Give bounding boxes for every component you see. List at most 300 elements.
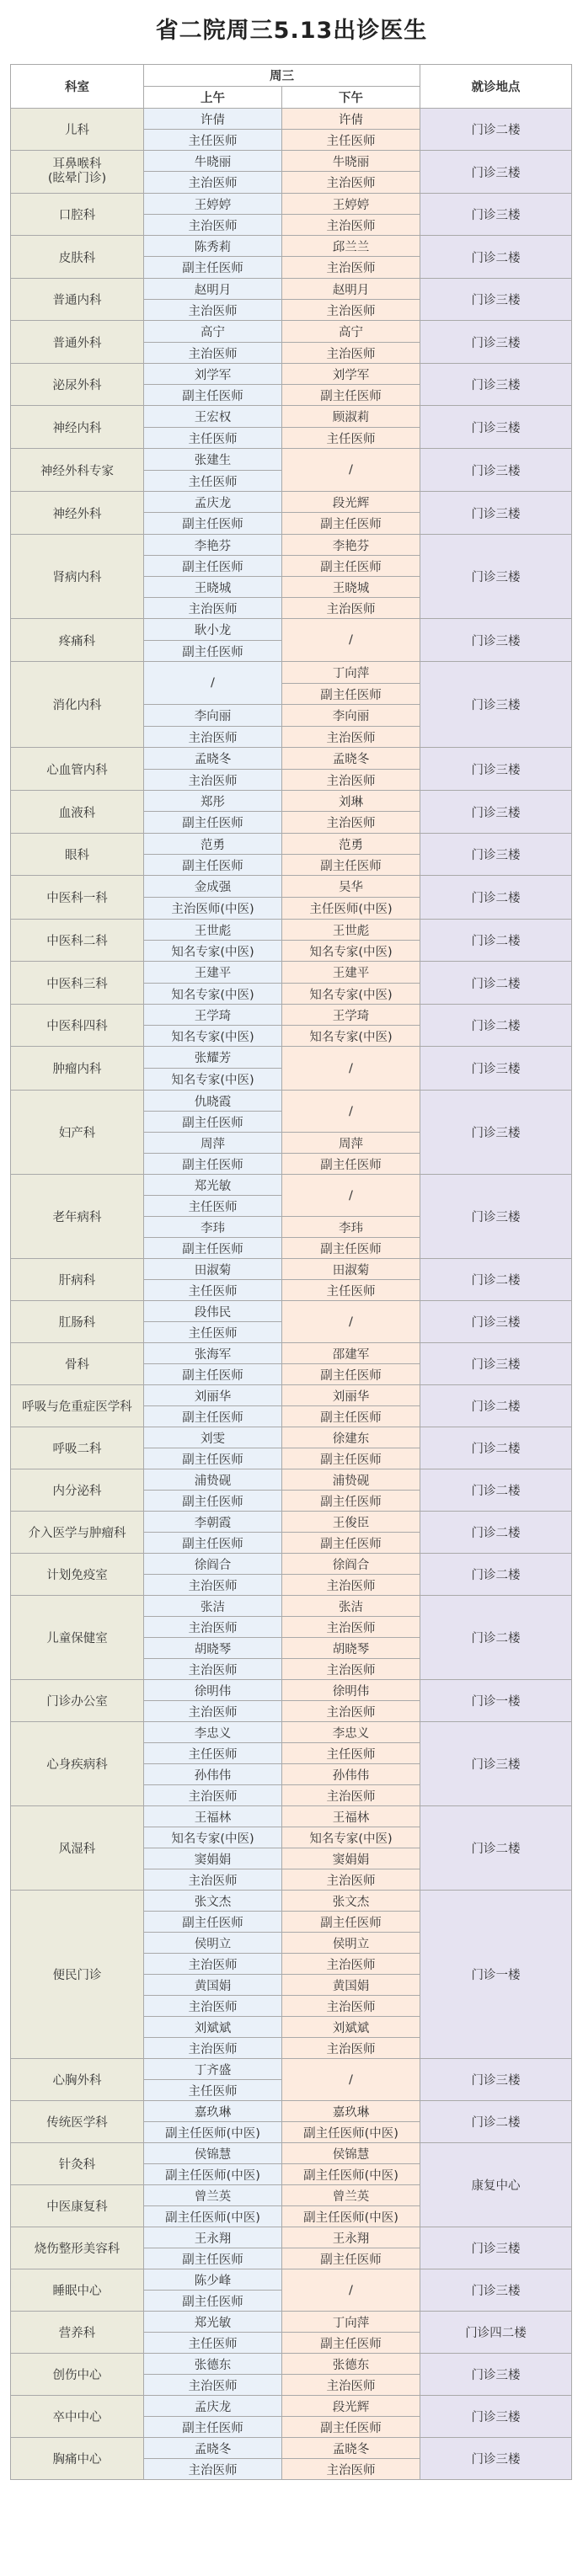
location-cell: 门诊三楼	[420, 1343, 572, 1385]
dept-cell: 创伤中心	[11, 2354, 144, 2396]
pm-cell: 王俊臣	[282, 1512, 420, 1533]
am-cell: 张文杰	[144, 1891, 282, 1912]
pm-cell: 嘉玖琳	[282, 2101, 420, 2122]
dept-cell: 风湿科	[11, 1806, 144, 1891]
am-cell: 王婷婷	[144, 194, 282, 215]
dept-cell: 介入医学与肿瘤科	[11, 1512, 144, 1554]
table-row	[11, 1554, 572, 1575]
dept-cell: 口腔科	[11, 194, 144, 236]
am-cell: 郑彤	[144, 791, 282, 812]
dept-cell: 耳鼻喉科 (眩晕门诊)	[11, 151, 144, 194]
pm-cell: 段光辉	[282, 2396, 420, 2417]
dept-cell: 疼痛科	[11, 619, 144, 662]
dept-cell: 普通内科	[11, 279, 144, 321]
am-cell: 主治医师	[144, 1575, 282, 1596]
table-row	[11, 2396, 572, 2417]
am-cell: 仇晓霞	[144, 1091, 282, 1112]
am-cell: 主任医师	[144, 130, 282, 151]
pm-cell: 主任医师	[282, 428, 420, 449]
location-cell: 门诊三楼	[420, 2354, 572, 2396]
table-row	[11, 2269, 572, 2291]
pm-cell: 吴华	[282, 876, 420, 898]
table-row	[11, 1596, 572, 1617]
am-cell: 李向丽	[144, 705, 282, 727]
dept-cell: 烧伤整形美容科	[11, 2227, 144, 2269]
location-cell: 门诊二楼	[420, 1554, 572, 1596]
location-cell: 门诊二楼	[420, 920, 572, 962]
location-cell: 门诊三楼	[420, 748, 572, 791]
am-cell: 胡晓琴	[144, 1638, 282, 1659]
table-row	[11, 2059, 572, 2080]
pm-cell: 侯锦慧	[282, 2143, 420, 2164]
pm-cell: 副主任医师	[282, 2417, 420, 2438]
location-cell: 门诊三楼	[420, 492, 572, 535]
pm-cell: 范勇	[282, 834, 420, 855]
location-cell: 门诊三楼	[420, 2227, 572, 2269]
table-row	[11, 1891, 572, 1912]
dept-cell: 内分泌科	[11, 1469, 144, 1512]
dept-cell: 肾病内科	[11, 535, 144, 619]
am-cell: 副主任医师	[144, 641, 282, 662]
pm-cell: 主治医师	[282, 1954, 420, 1975]
am-cell: 田淑菊	[144, 1259, 282, 1280]
location-cell: 门诊二楼	[420, 1596, 572, 1680]
am-cell: 张德东	[144, 2354, 282, 2375]
pm-cell: /	[282, 2269, 420, 2312]
pm-cell: 知名专家(中医)	[282, 984, 420, 1005]
am-cell: 主治医师	[144, 2038, 282, 2059]
table-row	[11, 2312, 572, 2333]
pm-cell: 副主任医师(中医)	[282, 2164, 420, 2185]
location-cell: 门诊二楼	[420, 1005, 572, 1047]
table-row	[11, 1005, 572, 1026]
pm-cell: 王永翔	[282, 2227, 420, 2248]
dept-cell: 睡眠中心	[11, 2269, 144, 2312]
am-cell: 赵明月	[144, 279, 282, 300]
am-cell: 副主任医师	[144, 812, 282, 834]
location-cell: 门诊二楼	[420, 876, 572, 920]
schedule-table	[10, 64, 572, 2480]
pm-cell: 主治医师	[282, 770, 420, 791]
dept-cell: 中医科三科	[11, 962, 144, 1005]
table-row	[11, 791, 572, 812]
am-cell: 黄国娟	[144, 1975, 282, 1996]
pm-cell: 浦贽砚	[282, 1469, 420, 1491]
header-dept: 科室	[11, 65, 144, 109]
pm-cell: 主治医师	[282, 1701, 420, 1722]
pm-cell: 副主任医师(中医)	[282, 2206, 420, 2227]
am-cell: 主治医师	[144, 2459, 282, 2480]
pm-cell: /	[282, 619, 420, 662]
pm-cell: 副主任医师	[282, 385, 420, 406]
table-row	[11, 492, 572, 513]
am-cell: 副主任医师(中医)	[144, 2122, 282, 2143]
pm-cell: 丁向萍	[282, 662, 420, 684]
am-cell: 曾兰英	[144, 2185, 282, 2206]
dept-cell: 肝病科	[11, 1259, 144, 1301]
dept-cell: 消化内科	[11, 662, 144, 748]
pm-cell: 主治医师	[282, 2038, 420, 2059]
am-cell: 副主任医师	[144, 2417, 282, 2438]
am-cell: 张洁	[144, 1596, 282, 1617]
dept-cell: 肛肠科	[11, 1301, 144, 1343]
pm-cell: 许倩	[282, 109, 420, 130]
pm-cell: 主治医师	[282, 1575, 420, 1596]
dept-cell: 儿科	[11, 109, 144, 151]
am-cell: 主治医师	[144, 300, 282, 321]
am-cell: 副主任医师	[144, 1154, 282, 1175]
location-cell: 门诊四二楼	[420, 2312, 572, 2354]
am-cell: 主任医师	[144, 2080, 282, 2101]
pm-cell: 邱兰兰	[282, 236, 420, 257]
table-row	[11, 876, 572, 898]
pm-cell: 李玮	[282, 1217, 420, 1238]
am-cell: 张海军	[144, 1343, 282, 1364]
location-cell: 门诊三楼	[420, 1301, 572, 1343]
pm-cell: 副主任医师	[282, 1448, 420, 1469]
pm-cell: 王婷婷	[282, 194, 420, 215]
dept-cell: 中医康复科	[11, 2185, 144, 2227]
dept-cell: 针灸科	[11, 2143, 144, 2185]
am-cell: 李忠义	[144, 1722, 282, 1743]
table-row	[11, 236, 572, 257]
location-cell: 门诊二楼	[420, 109, 572, 151]
pm-cell: 副主任医师	[282, 1533, 420, 1554]
am-cell: 副主任医师	[144, 257, 282, 279]
am-cell: 主治医师	[144, 1954, 282, 1975]
dept-cell: 门诊办公室	[11, 1680, 144, 1722]
pm-cell: 张洁	[282, 1596, 420, 1617]
pm-cell: 徐明伟	[282, 1680, 420, 1701]
am-cell: 主任医师	[144, 1322, 282, 1343]
am-cell: 知名专家(中医)	[144, 941, 282, 962]
header-day: 周三	[144, 65, 420, 87]
header-am: 上午	[144, 87, 282, 109]
am-cell: 主任医师	[144, 1196, 282, 1217]
location-cell: 门诊三楼	[420, 619, 572, 662]
am-cell: 主治医师	[144, 1617, 282, 1638]
am-cell: 主治医师	[144, 2375, 282, 2396]
table-row	[11, 321, 572, 343]
header-pm: 下午	[282, 87, 420, 109]
am-cell: 主治医师	[144, 1785, 282, 1806]
pm-cell: 副主任医师	[282, 2333, 420, 2354]
am-cell: 主治医师	[144, 770, 282, 791]
table-row	[11, 834, 572, 855]
pm-cell: 王学琦	[282, 1005, 420, 1026]
pm-cell: 刘丽华	[282, 1385, 420, 1406]
am-cell: 主治医师	[144, 1659, 282, 1680]
pm-cell: 王世彪	[282, 920, 420, 941]
am-cell: 副主任医师	[144, 385, 282, 406]
dept-cell: 心胸外科	[11, 2059, 144, 2101]
pm-cell: 副主任医师	[282, 1364, 420, 1385]
pm-cell: 田淑菊	[282, 1259, 420, 1280]
table-row	[11, 2101, 572, 2122]
pm-cell: 知名专家(中医)	[282, 941, 420, 962]
pm-cell: 副主任医师(中医)	[282, 2122, 420, 2143]
location-cell: 门诊三楼	[420, 535, 572, 619]
pm-cell: 副主任医师	[282, 1406, 420, 1427]
pm-cell: /	[282, 2059, 420, 2101]
am-cell: 主治医师	[144, 727, 282, 748]
pm-cell: 赵明月	[282, 279, 420, 300]
location-cell: 门诊二楼	[420, 1512, 572, 1554]
am-cell: 知名专家(中医)	[144, 1069, 282, 1091]
pm-cell: 刘琳	[282, 791, 420, 812]
pm-cell: 张德东	[282, 2354, 420, 2375]
pm-cell: 邵建军	[282, 1343, 420, 1364]
am-cell: 王学琦	[144, 1005, 282, 1026]
am-cell: 王宏权	[144, 406, 282, 428]
table-row	[11, 151, 572, 172]
am-cell: 王福林	[144, 1806, 282, 1827]
location-cell: 门诊三楼	[420, 1091, 572, 1175]
am-cell: 侯明立	[144, 1933, 282, 1954]
am-cell: 副主任医师	[144, 2291, 282, 2312]
table-row	[11, 364, 572, 385]
dept-cell: 便民门诊	[11, 1891, 144, 2059]
location-cell: 门诊三楼	[420, 406, 572, 449]
am-cell: 刘斌斌	[144, 2017, 282, 2038]
pm-cell: 副主任医师	[282, 684, 420, 705]
am-cell: 刘雯	[144, 1427, 282, 1448]
location-cell: 门诊三楼	[420, 279, 572, 321]
pm-cell: 副主任医师	[282, 1238, 420, 1259]
table-row	[11, 109, 572, 130]
pm-cell: 副主任医师	[282, 1912, 420, 1933]
table-row	[11, 535, 572, 556]
pm-cell: 周萍	[282, 1133, 420, 1154]
am-cell: 王晓城	[144, 577, 282, 598]
pm-cell: 主治医师	[282, 1996, 420, 2017]
am-cell: 嘉玖琳	[144, 2101, 282, 2122]
table-row	[11, 1722, 572, 1743]
am-cell: 副主任医师(中医)	[144, 2206, 282, 2227]
am-cell: 主治医师	[144, 172, 282, 194]
am-cell: 主治医师	[144, 1996, 282, 2017]
am-cell: 主任医师	[144, 1280, 282, 1301]
pm-cell: 李忠义	[282, 1722, 420, 1743]
location-cell: 门诊三楼	[420, 449, 572, 492]
dept-cell: 心血管内科	[11, 748, 144, 791]
location-cell: 门诊一楼	[420, 1680, 572, 1722]
location-cell: 门诊三楼	[420, 2059, 572, 2101]
pm-cell: 侯明立	[282, 1933, 420, 1954]
pm-cell: 主治医师	[282, 343, 420, 364]
location-cell: 康复中心	[420, 2143, 572, 2227]
am-cell: 孙伟伟	[144, 1764, 282, 1785]
table-row	[11, 2143, 572, 2164]
pm-cell: 顾淑莉	[282, 406, 420, 428]
am-cell: 副主任医师	[144, 1112, 282, 1133]
am-cell: 孟晓冬	[144, 748, 282, 770]
am-cell: 主治医师	[144, 215, 282, 236]
pm-cell: 知名专家(中医)	[282, 1026, 420, 1047]
am-cell: 知名专家(中医)	[144, 1827, 282, 1848]
pm-cell: /	[282, 1301, 420, 1343]
location-cell: 门诊二楼	[420, 1469, 572, 1512]
am-cell: 副主任医师	[144, 1406, 282, 1427]
am-cell: 副主任医师	[144, 1448, 282, 1469]
pm-cell: 刘斌斌	[282, 2017, 420, 2038]
dept-cell: 血液科	[11, 791, 144, 834]
table-row	[11, 1469, 572, 1491]
location-cell: 门诊三楼	[420, 2269, 572, 2312]
table-row	[11, 1512, 572, 1533]
pm-cell: 主治医师	[282, 1617, 420, 1638]
pm-cell: 主治医师	[282, 812, 420, 834]
pm-cell: 副主任医师	[282, 513, 420, 535]
table-row	[11, 406, 572, 428]
am-cell: 主治医师	[144, 1869, 282, 1891]
pm-cell: 王福林	[282, 1806, 420, 1827]
am-cell: 主任医师	[144, 428, 282, 449]
am-cell: 牛晓丽	[144, 151, 282, 172]
location-cell: 门诊二楼	[420, 1385, 572, 1427]
dept-cell: 卒中中心	[11, 2396, 144, 2438]
dept-cell: 营养科	[11, 2312, 144, 2354]
pm-cell: 主治医师	[282, 215, 420, 236]
pm-cell: 孙伟伟	[282, 1764, 420, 1785]
pm-cell: 徐建东	[282, 1427, 420, 1448]
pm-cell: 主治医师	[282, 172, 420, 194]
am-cell: 周萍	[144, 1133, 282, 1154]
am-cell: 王永翔	[144, 2227, 282, 2248]
location-cell: 门诊二楼	[420, 236, 572, 279]
am-cell: 丁齐盛	[144, 2059, 282, 2080]
am-cell: 主任医师	[144, 2333, 282, 2354]
pm-cell: 主任医师	[282, 1743, 420, 1764]
table-row	[11, 449, 572, 471]
am-cell: 耿小龙	[144, 619, 282, 641]
pm-cell: 副主任医师	[282, 556, 420, 577]
table-row	[11, 962, 572, 984]
page-title: 省二院周三5.13出诊医生	[155, 18, 428, 44]
pm-cell: 李艳芬	[282, 535, 420, 556]
pm-cell: /	[282, 1047, 420, 1091]
dept-cell: 眼科	[11, 834, 144, 876]
dept-cell: 普通外科	[11, 321, 144, 364]
pm-cell: 主治医师	[282, 1785, 420, 1806]
table-row	[11, 2438, 572, 2459]
am-cell: 王世彪	[144, 920, 282, 941]
pm-cell: 孟晓冬	[282, 2438, 420, 2459]
pm-cell: 曾兰英	[282, 2185, 420, 2206]
location-cell: 门诊三楼	[420, 1175, 572, 1259]
location-cell: 门诊二楼	[420, 1259, 572, 1301]
pm-cell: 主治医师	[282, 727, 420, 748]
pm-cell: 王晓城	[282, 577, 420, 598]
pm-cell: 窦娟娟	[282, 1848, 420, 1869]
table-row	[11, 1427, 572, 1448]
pm-cell: 主任医师	[282, 1280, 420, 1301]
pm-cell: 主治医师	[282, 1659, 420, 1680]
am-cell: 主治医师	[144, 598, 282, 619]
dept-cell: 神经内科	[11, 406, 144, 449]
am-cell: 副主任医师	[144, 513, 282, 535]
pm-cell: 主治医师	[282, 300, 420, 321]
am-cell: 刘丽华	[144, 1385, 282, 1406]
location-cell: 门诊二楼	[420, 962, 572, 1005]
location-cell: 门诊二楼	[420, 1427, 572, 1469]
am-cell: 副主任医师	[144, 1238, 282, 1259]
dept-cell: 呼吸与危重症医学科	[11, 1385, 144, 1427]
dept-cell: 心身疾病科	[11, 1722, 144, 1806]
am-cell: 主任医师	[144, 1743, 282, 1764]
table-row	[11, 1806, 572, 1827]
location-cell: 门诊三楼	[420, 1722, 572, 1806]
location-cell: 门诊三楼	[420, 834, 572, 876]
am-cell: 孟庆龙	[144, 2396, 282, 2417]
am-cell: 副主任医师	[144, 556, 282, 577]
pm-cell: 段光辉	[282, 492, 420, 513]
am-cell: 副主任医师	[144, 1912, 282, 1933]
am-cell: 主治医师(中医)	[144, 898, 282, 920]
location-cell: 门诊二楼	[420, 1806, 572, 1891]
table-row	[11, 748, 572, 770]
table-row	[11, 279, 572, 300]
dept-cell: 中医科一科	[11, 876, 144, 920]
location-cell: 门诊一楼	[420, 1891, 572, 2059]
location-cell: 门诊三楼	[420, 662, 572, 748]
am-cell: 郑光敏	[144, 1175, 282, 1196]
table-row	[11, 194, 572, 215]
am-cell: 李玮	[144, 1217, 282, 1238]
am-cell: 张耀芳	[144, 1047, 282, 1069]
table-row	[11, 662, 572, 684]
pm-cell: 主治医师	[282, 1869, 420, 1891]
am-cell: 陈少峰	[144, 2269, 282, 2291]
dept-cell: 胸痛中心	[11, 2438, 144, 2480]
dept-cell: 传统医学科	[11, 2101, 144, 2143]
pm-cell: 主治医师	[282, 257, 420, 279]
location-cell: 门诊二楼	[420, 2101, 572, 2143]
am-cell: 刘学军	[144, 364, 282, 385]
pm-cell: 主任医师	[282, 130, 420, 151]
pm-cell: 徐阎合	[282, 1554, 420, 1575]
am-cell: 副主任医师	[144, 855, 282, 876]
am-cell: 郑光敏	[144, 2312, 282, 2333]
pm-cell: 主治医师	[282, 2375, 420, 2396]
table-row	[11, 2227, 572, 2248]
table-row	[11, 619, 572, 641]
am-cell: 窦娟娟	[144, 1848, 282, 1869]
pm-cell: 副主任医师	[282, 1491, 420, 1512]
dept-cell: 皮肤科	[11, 236, 144, 279]
location-cell: 门诊三楼	[420, 1047, 572, 1091]
am-cell: 副主任医师	[144, 1364, 282, 1385]
dept-cell: 呼吸二科	[11, 1427, 144, 1469]
pm-cell: 副主任医师	[282, 2248, 420, 2269]
table-row	[11, 1047, 572, 1069]
am-cell: 金成强	[144, 876, 282, 898]
pm-cell: 孟晓冬	[282, 748, 420, 770]
pm-cell: 主治医师	[282, 2459, 420, 2480]
location-cell: 门诊三楼	[420, 2396, 572, 2438]
pm-cell: 副主任医师	[282, 855, 420, 876]
pm-cell: 知名专家(中医)	[282, 1827, 420, 1848]
pm-cell: 主任医师(中医)	[282, 898, 420, 920]
pm-cell: 刘学军	[282, 364, 420, 385]
am-cell: 王建平	[144, 962, 282, 984]
pm-cell: /	[282, 1175, 420, 1217]
am-cell: 张建生	[144, 449, 282, 471]
table-row	[11, 1301, 572, 1322]
am-cell: 孟晓冬	[144, 2438, 282, 2459]
table-row	[11, 1091, 572, 1112]
pm-cell: 副主任医师	[282, 1154, 420, 1175]
